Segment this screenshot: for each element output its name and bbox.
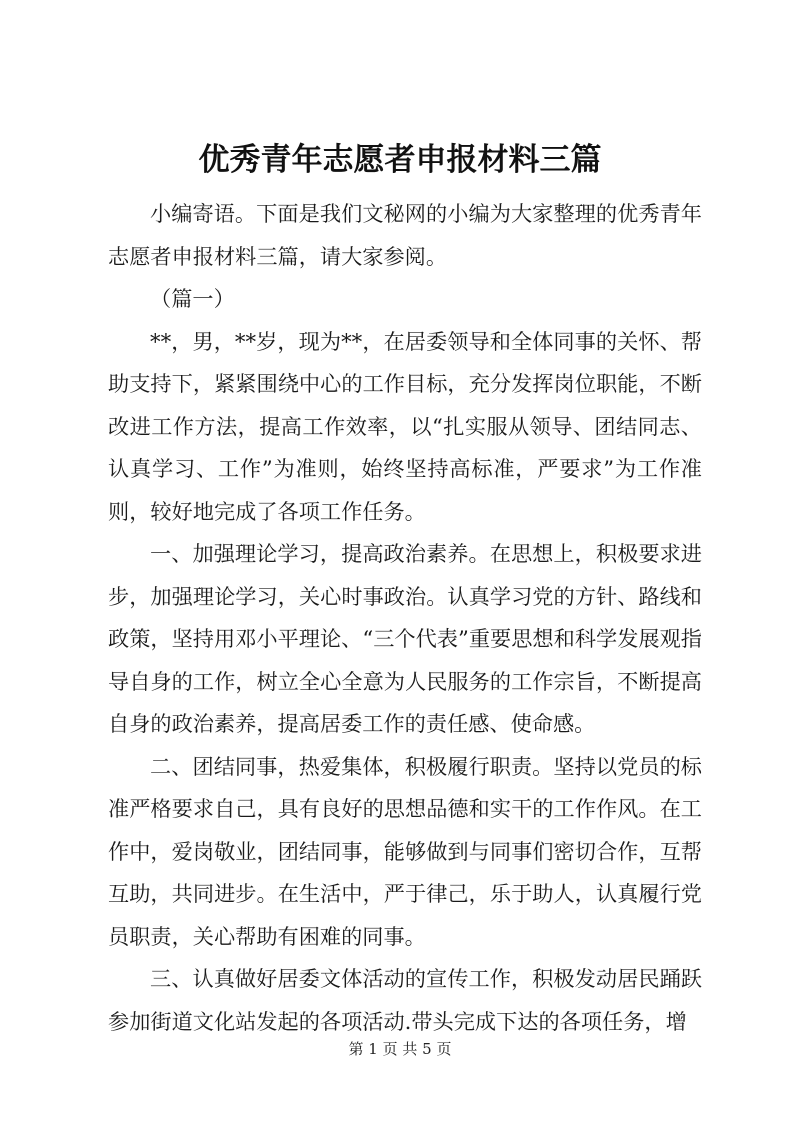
body-paragraph: 三、认真做好居委文体活动的宣传工作，积极发动居民踊跃参加街道文化站发起的各项活动.带头完成下达的各项任务，增 bbox=[108, 966, 702, 1034]
body-paragraph: **，男，**岁，现为**，在居委领导和全体同事的关怀、帮助支持下，紧紧围绕中心的工作目标，充分发挥岗位职能，不断改进工作方法，提高工作效率，以“扎实服从领导、团结同志、认真学习、工作”为准则，始终坚持高标准，严要求”为工作准则，较好地完成了各项工作任务。 bbox=[108, 328, 702, 524]
page-footer: 第 1 页 共 5 页 bbox=[348, 1040, 452, 1058]
section-heading: （篇一） bbox=[150, 286, 235, 311]
body-paragraph: 一、加强理论学习，提高政治素养。在思想上，积极要求进步，加强理论学习，关心时事政治。认真学习党的方针、路线和政策，坚持用邓小平理论、“三个代表”重要思想和科学发展观指导自身的工作，树立全心全意为人民服务的工作宗旨，不断提高自身的政治素养，提高居委工作的责任感、使命感。 bbox=[108, 541, 702, 736]
body-paragraph: 二、团结同事，热爱集体，积极履行职责。坚持以党员的标准严格要求自己，具有良好的思想品德和实干的工作作风。在工作中，爱岗敬业，团结同事，能够做到与同事们密切合作，互帮互助，共同进步。在生活中，严于律己，乐于助人，认真履行党员职责，关心帮助有困难的同事。 bbox=[108, 753, 702, 949]
document-title: 优秀青年志愿者申报材料三篇 bbox=[198, 142, 602, 178]
document-body bbox=[108, 193, 702, 1043]
intro-paragraph: 小编寄语。下面是我们文秘网的小编为大家整理的优秀青年志愿者申报材料三篇，请大家参阅。 bbox=[108, 201, 702, 269]
